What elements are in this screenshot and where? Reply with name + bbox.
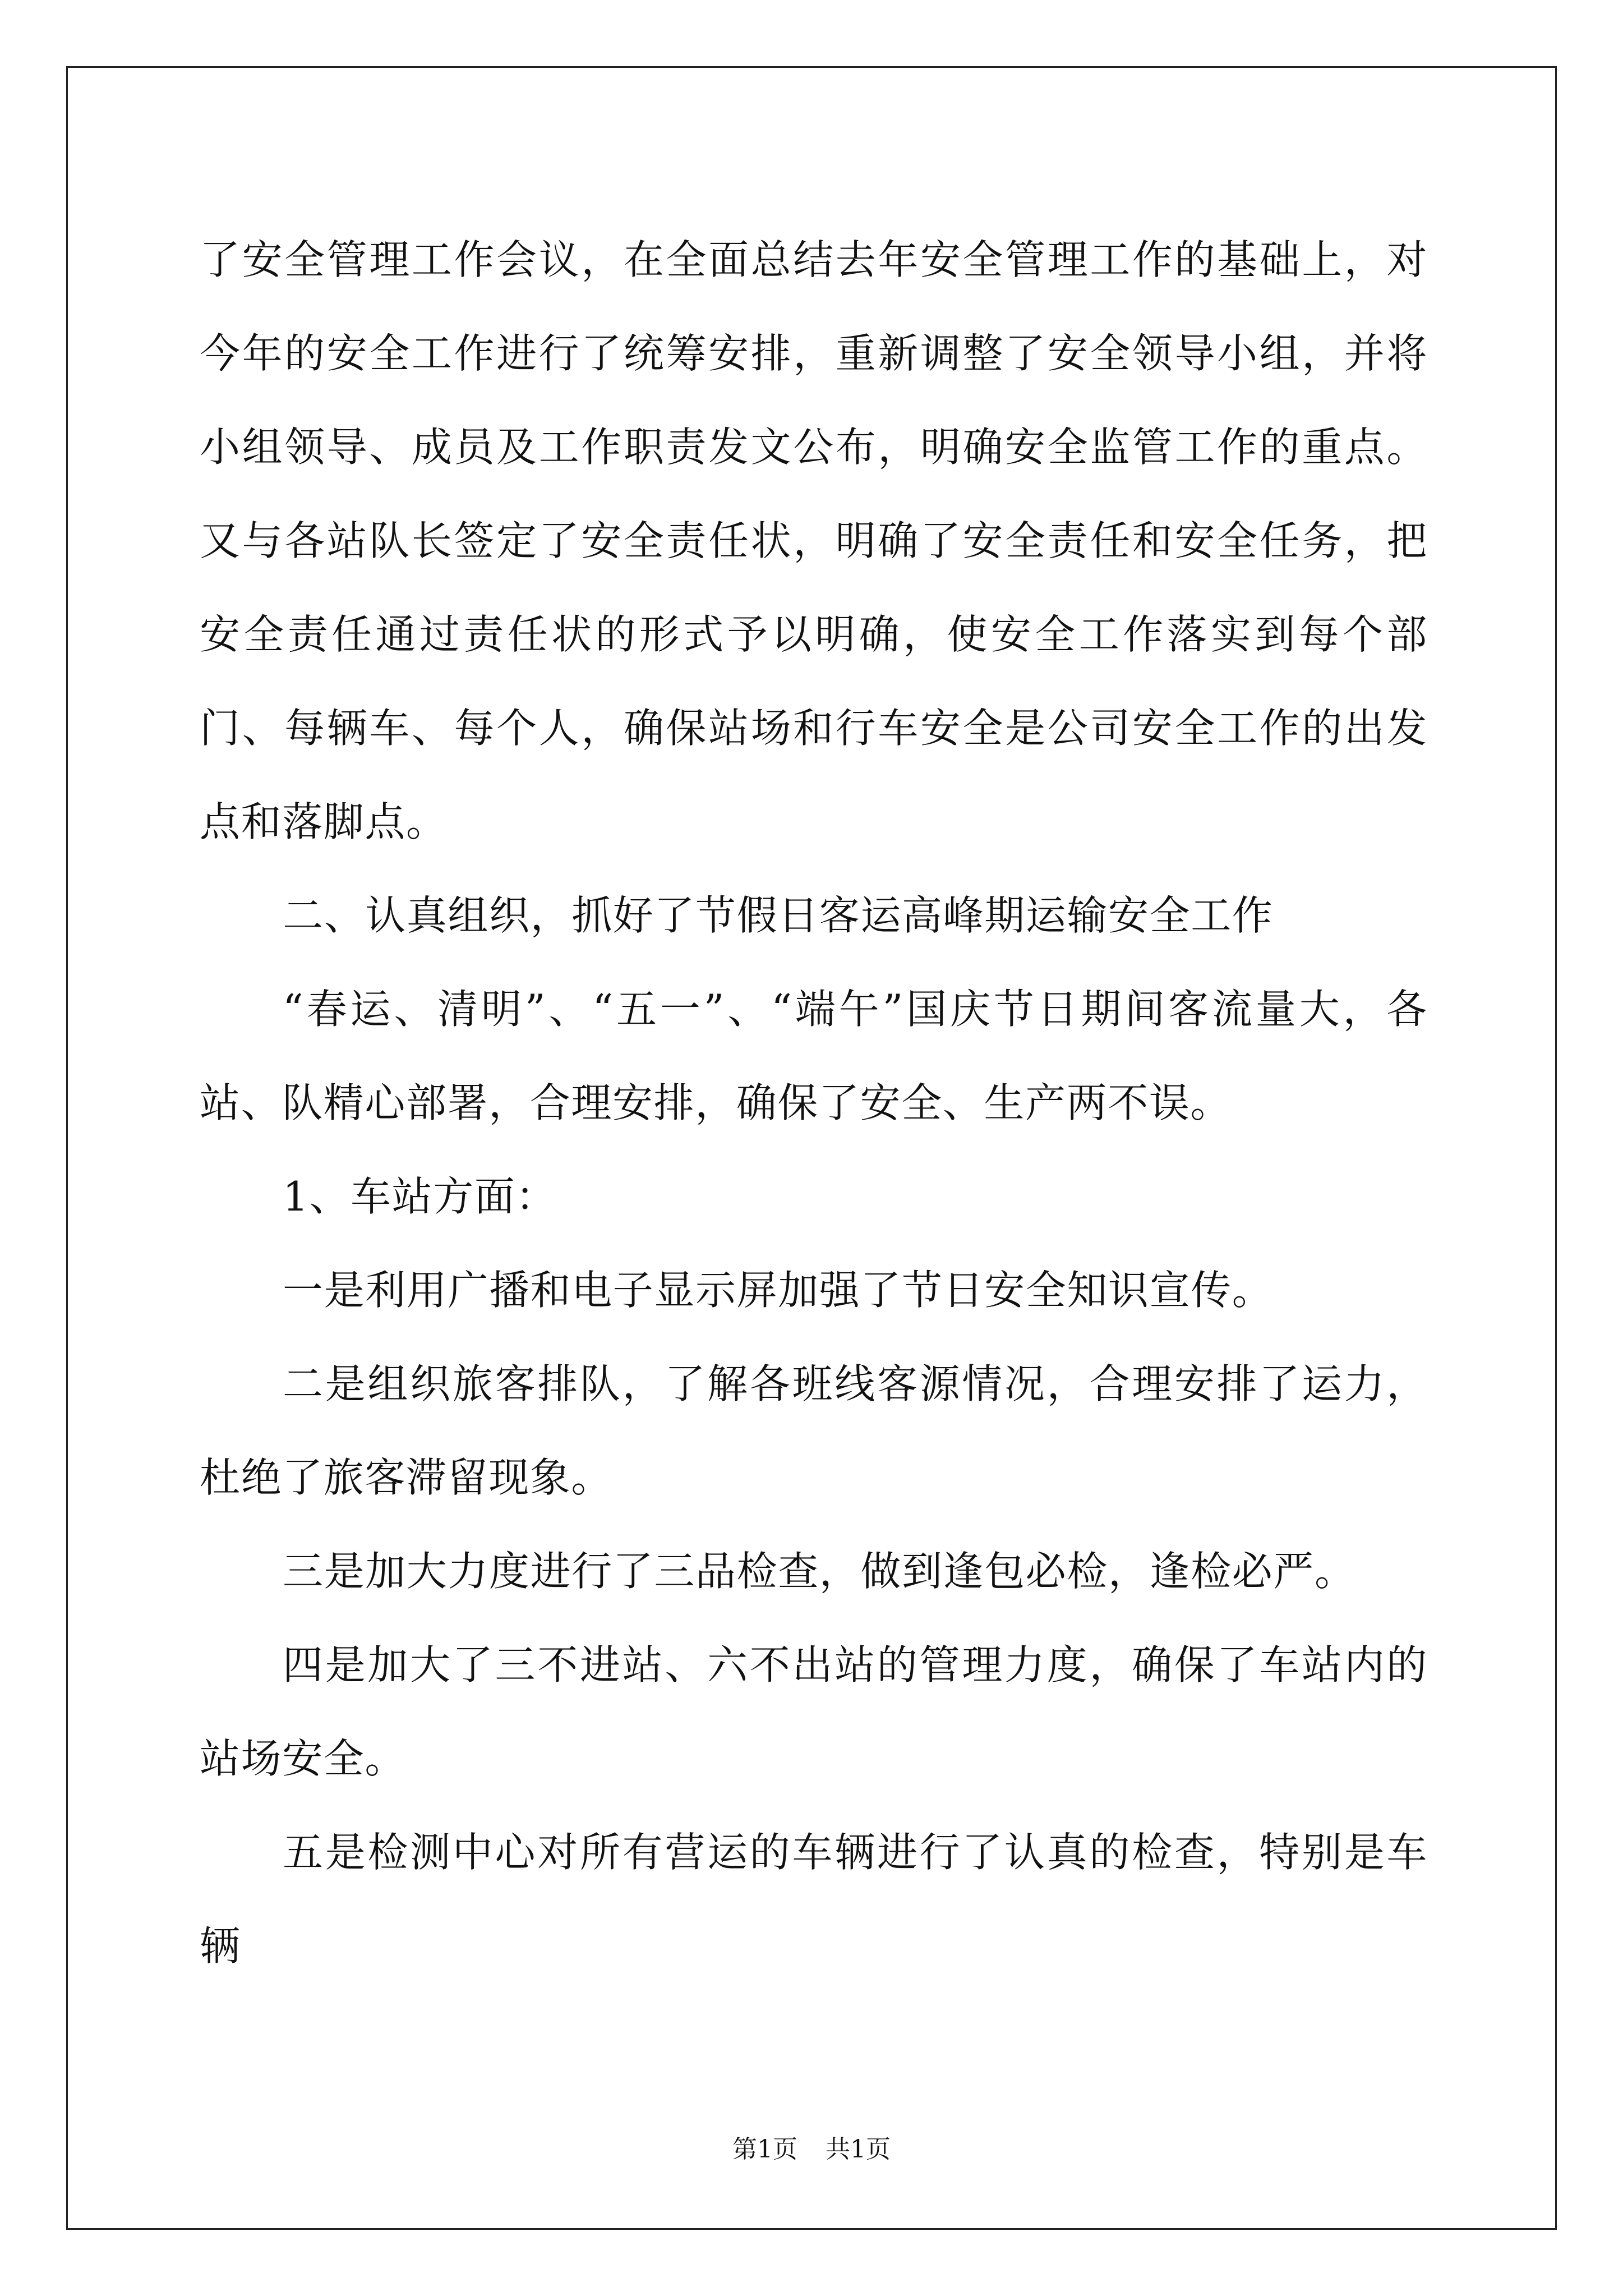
paragraph-1: 了安全管理工作会议，在全面总结去年安全管理工作的基础上，对今年的安全工作进行了统筹安排，重新调整了安全领导小组，并将小组领导、成员及工作职责发文公布，明确安全监管工作的重点。又与各站队长签定了安全责任状，明确了安全责任和安全任务，把安全责任通过责任状的形式予以明确，使安全工作落实到每个部门、每辆车、每个人，确保站场和行车安全是公司安全工作的出发点和落脚点。: [200, 236, 1428, 845]
paragraph-7: 三是加大力度进行了三品检查，做到逢包必检，逢检必严。: [283, 1548, 1356, 1595]
paragraph-4: 1、车站方面：: [283, 1173, 557, 1220]
page-number-current: 第1页: [732, 2135, 797, 2164]
paragraph-9: 五是检测中心对所有营运的车辆进行了认真的检查，特别是车辆: [200, 1829, 1428, 1970]
paragraph-5: 一是利用广播和电子显示屏加强了节日安全知识宣传。: [283, 1267, 1274, 1314]
paragraph-6: 二是组织旅客排队，了解各班线客源情况，合理安排了运力，杜绝了旅客滞留现象。: [200, 1360, 1428, 1501]
paragraph-8: 四是加大了三不进站、六不出站的管理力度，确保了车站内的站场安全。: [200, 1641, 1428, 1782]
page-footer: [0, 2133, 1623, 2166]
page-number-total: 共1页: [826, 2135, 891, 2164]
paragraph-3: “春运、清明”、“五一”、“端午”国庆节日期间客流量大，各站、队精心部署，合理安排，确保了安全、生产两不误。: [200, 986, 1428, 1126]
paragraph-2: 二、认真组织，抓好了节假日客运高峰期运输安全工作: [283, 892, 1274, 939]
document-body: [200, 213, 1428, 1993]
